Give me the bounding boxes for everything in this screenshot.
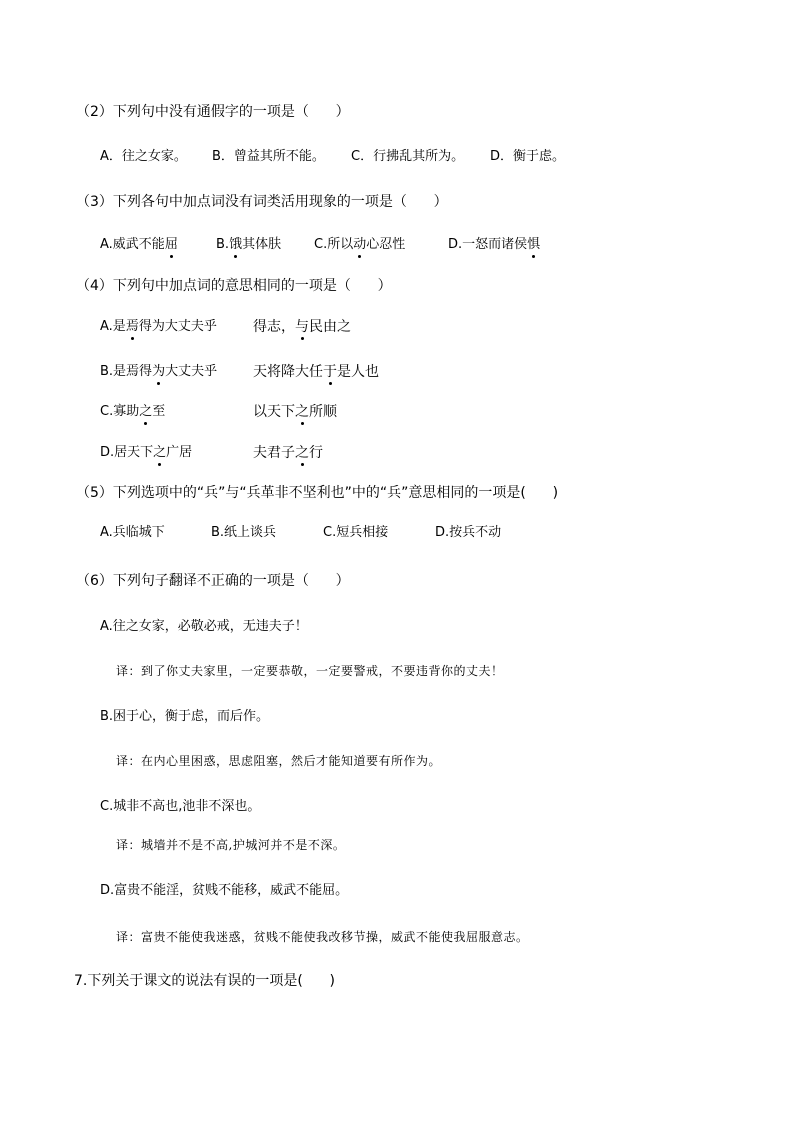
q6-item-d-translation: 译：富贵不能使我迷惑，贫贱不能使我改移节操，威武不能使我屈服意志。 (116, 930, 529, 944)
dotted-char: 于 (323, 364, 337, 380)
dotted-char: 屈 (164, 237, 178, 252)
q6-item-c-translation: 译：城墙并不是不高,护城河并不是不深。 (116, 838, 346, 852)
q3-option-a: A.威武不能屈 (100, 237, 178, 252)
q7-stem: 7.下列关于课文的说法有误的一项是( ) (74, 973, 335, 989)
q6-item-b-sentence: B.困于心，衡于虑，而后作。 (100, 709, 270, 724)
dotted-char: 焉 (125, 319, 139, 334)
q6-item-a-translation: 译：到了你丈夫家里，一定要恭敬，一定要警戒，不要违背你的丈夫！ (116, 664, 504, 678)
q5-stem: （5）下列选项中的“兵”与“兵革非不坚利也”中的“兵”意思相同的一项是( ) (76, 485, 559, 501)
q4-pair-b-right: 天将降大任于是人也 (253, 364, 379, 380)
dotted-char: 为 (152, 364, 166, 379)
dotted-char: 之 (139, 404, 153, 419)
q4-stem: （4）下列句中加点词的意思相同的一项是（ ） (76, 278, 392, 294)
q4-pair-d-right: 夫君子之行 (253, 445, 323, 461)
q5-option-a: A.兵临城下 (100, 525, 165, 540)
q4-pair-c-right: 以天下之所顺 (253, 404, 337, 420)
q4-pair-a-right: 得志，与民由之 (253, 319, 351, 335)
q5-option-d: D.按兵不动 (435, 525, 502, 540)
dotted-char: 饿 (229, 237, 243, 252)
q6-item-c-sentence: C.城非不高也,池非不深也。 (100, 799, 261, 814)
q6-item-a-sentence: A.往之女家，必敬必戒，无违夫子！ (100, 619, 308, 634)
q4-pair-a-left: A.是焉得为大丈夫乎 (100, 319, 217, 334)
q6-stem: （6）下列句子翻译不正确的一项是（ ） (76, 573, 350, 589)
q2-stem: （2）下列句中没有通假字的一项是（ ） (76, 104, 350, 120)
q2-option-b: B．曾益其所不能。 (212, 149, 325, 164)
q6-item-b-translation: 译：在内心里困惑，思虑阻塞，然后才能知道要有所作为。 (116, 754, 442, 768)
q4-pair-c-left: C.寡助之至 (100, 404, 166, 419)
dotted-char: 与 (295, 319, 309, 335)
dotted-char: 之 (295, 404, 309, 420)
dotted-char: 惧 (527, 237, 541, 252)
q3-option-c: C.所以动心忍性 (314, 237, 406, 252)
q5-option-b: B.纸上谈兵 (211, 525, 277, 540)
q2-option-c: C．行拂乱其所为。 (351, 149, 465, 164)
dotted-char: 之 (153, 445, 167, 460)
q5-option-c: C.短兵相接 (323, 525, 389, 540)
dotted-char: 之 (295, 445, 309, 461)
q3-option-b: B.饿其体肤 (216, 237, 282, 252)
dotted-char: 动 (353, 237, 367, 252)
q6-item-d-sentence: D.富贵不能淫，贫贱不能移，威武不能屈。 (100, 883, 349, 898)
q2-option-a: A．往之女家。 (100, 149, 187, 164)
q3-option-d: D.一怒而诸侯惧 (448, 237, 541, 252)
q4-pair-d-left: D.居天下之广居 (100, 445, 193, 460)
q4-pair-b-left: B.是焉得为大丈夫乎 (100, 364, 218, 379)
q2-option-d: D．衡于虑。 (490, 149, 566, 164)
q3-stem: （3）下列各句中加点词没有词类活用现象的一项是（ ） (76, 194, 448, 210)
